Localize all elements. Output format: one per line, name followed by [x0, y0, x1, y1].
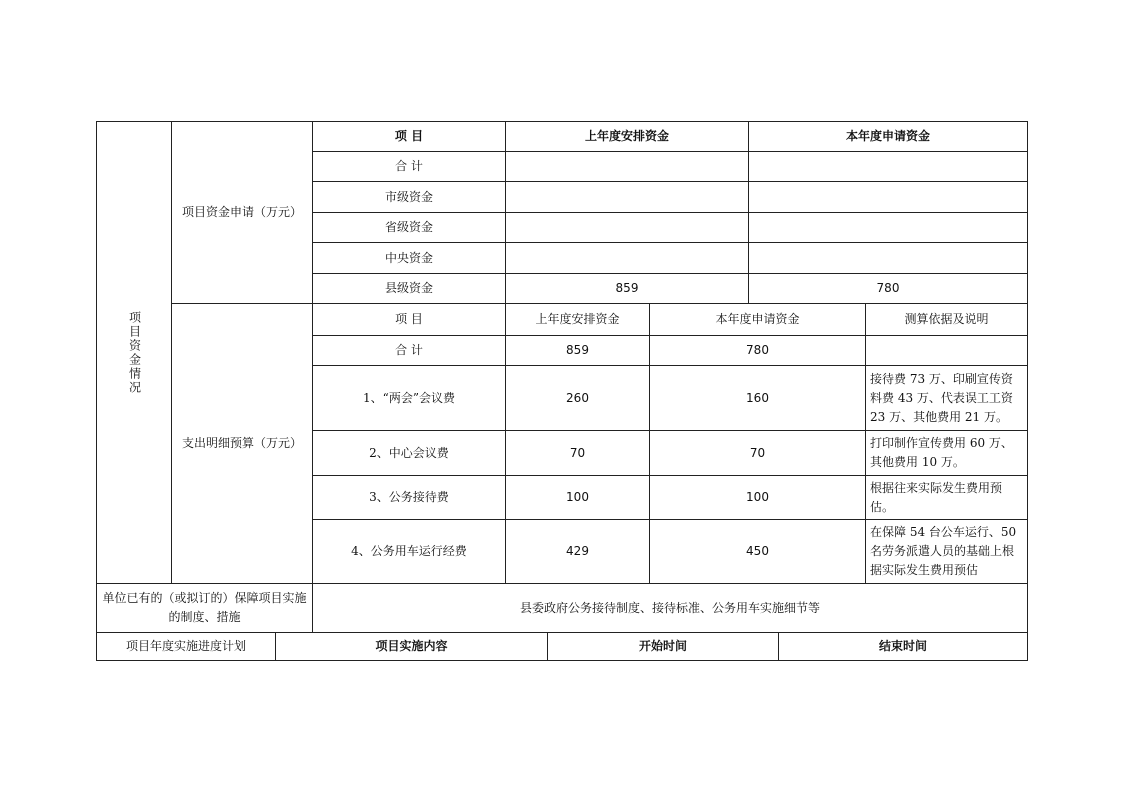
eb-row-item: 合 计 — [312, 335, 506, 366]
fa-row-curr: 780 — [748, 273, 1028, 304]
eb-row-curr: 70 — [649, 430, 866, 476]
eb-row-prev: 859 — [505, 335, 650, 366]
fa-row-prev — [505, 181, 749, 213]
eb-header-curr: 本年度申请资金 — [649, 303, 866, 336]
schedule-header-content: 项目实施内容 — [275, 632, 548, 661]
fa-row-item: 省级资金 — [312, 212, 506, 243]
fa-header-prev: 上年度安排资金 — [505, 121, 749, 152]
eb-row-item: 3、公务接待费 — [312, 475, 506, 520]
eb-row-curr: 780 — [649, 335, 866, 366]
eb-row-prev: 100 — [505, 475, 650, 520]
schedule-header-end: 结束时间 — [778, 632, 1028, 661]
fa-row-curr — [748, 242, 1028, 274]
eb-row-curr: 160 — [649, 365, 866, 431]
fa-header-curr: 本年度申请资金 — [748, 121, 1028, 152]
expense-budget-label: 支出明细预算（万元） — [171, 303, 313, 584]
fa-row-prev — [505, 212, 749, 243]
eb-row-prev: 70 — [505, 430, 650, 476]
eb-row-note — [865, 335, 1028, 366]
fa-row-item: 市级资金 — [312, 181, 506, 213]
eb-row-curr: 100 — [649, 475, 866, 520]
eb-header-note: 测算依据及说明 — [865, 303, 1028, 336]
schedule-header-start: 开始时间 — [547, 632, 779, 661]
eb-row-prev: 429 — [505, 519, 650, 584]
safeguards-value: 县委政府公务接待制度、接待标准、公务用车实施细节等 — [312, 583, 1028, 633]
fa-header-item: 项 目 — [312, 121, 506, 152]
schedule-label: 项目年度实施进度计划 — [96, 632, 276, 661]
section-title: 项目资金情况 — [96, 121, 172, 584]
eb-row-note: 打印制作宣传费用 60 万、其他费用 10 万。 — [865, 430, 1028, 476]
eb-row-curr: 450 — [649, 519, 866, 584]
funding-application-label: 项目资金申请（万元） — [171, 121, 313, 304]
fa-row-item: 中央资金 — [312, 242, 506, 274]
eb-row-item: 2、中心会议费 — [312, 430, 506, 476]
safeguards-label: 单位已有的（或拟订的）保障项目实施的制度、措施 — [96, 583, 313, 633]
fa-row-curr — [748, 151, 1028, 182]
fa-row-curr — [748, 212, 1028, 243]
fa-row-prev: 859 — [505, 273, 749, 304]
eb-row-item: 1、“两会”会议费 — [312, 365, 506, 431]
eb-row-item: 4、公务用车运行经费 — [312, 519, 506, 584]
fa-row-item: 县级资金 — [312, 273, 506, 304]
eb-row-prev: 260 — [505, 365, 650, 431]
eb-row-note: 接待费 73 万、印刷宣传资料费 43 万、代表误工工资 23 万、其他费用 21 万。 — [865, 365, 1028, 431]
eb-header-item: 项 目 — [312, 303, 506, 336]
fa-row-curr — [748, 181, 1028, 213]
eb-row-note: 根据往来实际发生费用预估。 — [865, 475, 1028, 520]
fa-row-prev — [505, 242, 749, 274]
fa-row-item: 合 计 — [312, 151, 506, 182]
eb-header-prev: 上年度安排资金 — [505, 303, 650, 336]
eb-row-note: 在保障 54 台公车运行、50 名劳务派遣人员的基础上根据实际发生费用预估 — [865, 519, 1028, 584]
fa-row-prev — [505, 151, 749, 182]
